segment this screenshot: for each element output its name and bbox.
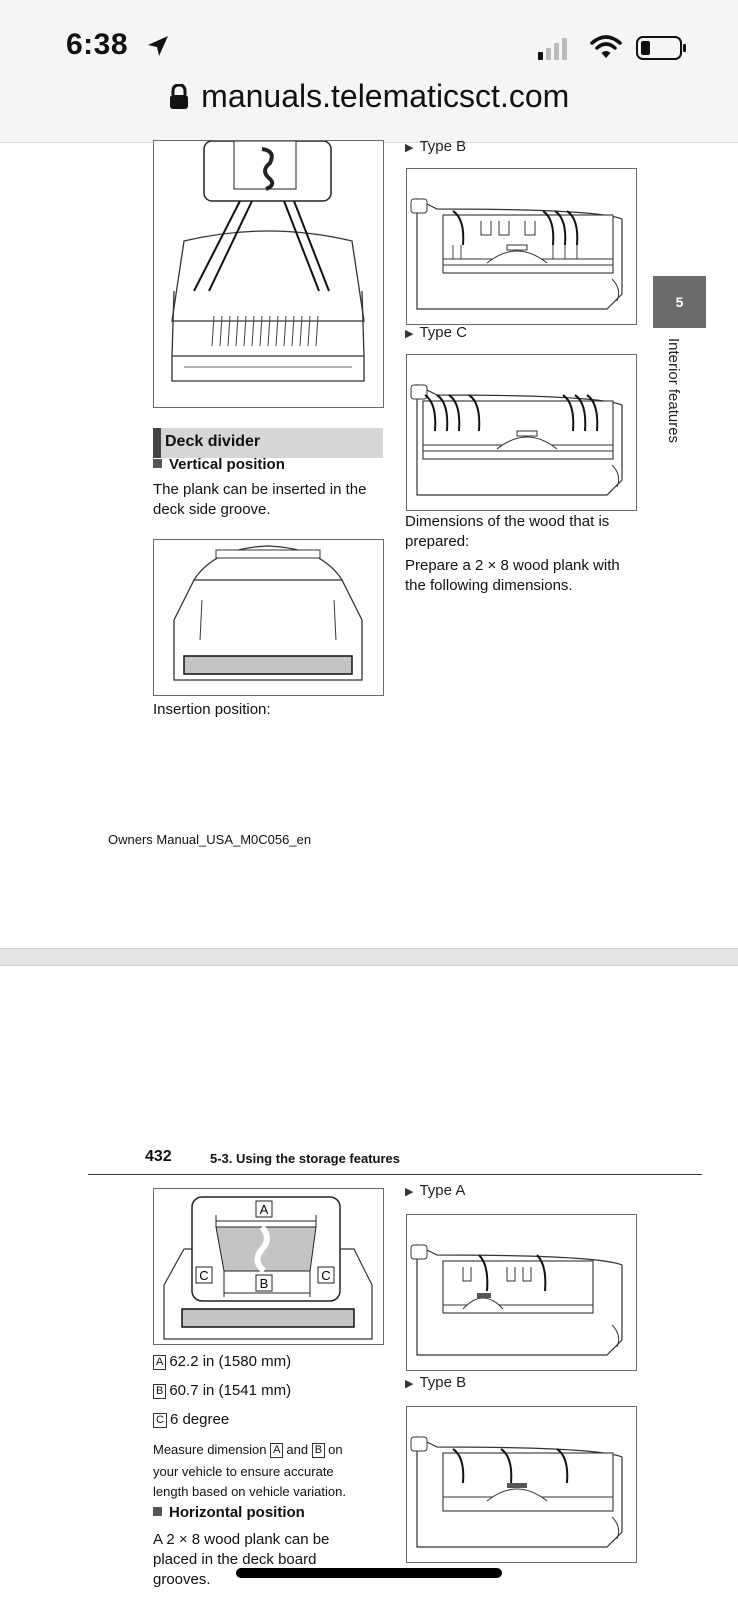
page-separator	[0, 948, 738, 966]
type-b-label-lower-text: Type B	[419, 1374, 467, 1391]
type-a-label	[405, 1182, 465, 1199]
figure-label-c-left: C	[199, 1268, 209, 1283]
measure-text-part-3: on	[328, 1442, 343, 1457]
cellular-signal-icon	[538, 38, 570, 60]
square-bullet-icon	[153, 1507, 162, 1516]
vertical-position-heading	[153, 456, 285, 473]
measure-letter-b: B	[312, 1443, 325, 1458]
measure-text-part-2: and	[286, 1442, 309, 1457]
horizontal-text-line-2: placed in the deck board	[153, 1551, 317, 1568]
dimensions-text-line-1: Dimensions of the wood that is	[405, 513, 610, 530]
measure-line-1	[153, 1440, 343, 1459]
vertical-description-line-2: deck side groove.	[153, 501, 271, 518]
triangle-bullet-icon: ▶	[405, 142, 414, 154]
insertion-caption: Insertion position:	[153, 701, 271, 718]
type-b-figure-lower	[406, 1406, 637, 1563]
type-c-label	[405, 324, 467, 341]
dimension-c	[153, 1410, 229, 1430]
section-title-deck-divider: Deck divider	[153, 428, 383, 458]
vertical-plank-figure	[153, 539, 384, 696]
dimension-b-letter: B	[153, 1384, 166, 1399]
horizontal-text-line-1: A 2 × 8 wood plank can be	[153, 1531, 330, 1548]
dimension-a	[153, 1352, 291, 1372]
dimension-c-value: 6 degree	[169, 1411, 230, 1428]
horizontal-position-heading	[153, 1504, 305, 1521]
horizontal-text-line-3: grooves.	[153, 1571, 211, 1588]
dimensions-text-line-2: prepared:	[405, 533, 470, 550]
dimension-b	[153, 1381, 291, 1401]
wifi-icon	[590, 34, 622, 60]
type-b-figure-upper	[406, 168, 637, 325]
dimension-c-letter: C	[153, 1413, 167, 1428]
status-time: 6:38	[66, 28, 129, 61]
measure-letter-a: A	[270, 1443, 283, 1458]
page-footer: Owners Manual_USA_M0C056_en	[108, 832, 312, 847]
address-bar[interactable]	[0, 78, 738, 115]
dimension-a-letter: A	[153, 1355, 166, 1370]
type-c-figure	[406, 354, 637, 511]
figure-label-a: A	[259, 1202, 269, 1217]
measure-text-part-1: Measure dimension	[153, 1442, 267, 1457]
type-c-label-text: Type C	[419, 324, 467, 341]
manual-page-lower	[0, 966, 738, 1598]
chapter-tab-label: Interior features	[665, 338, 682, 444]
plank-dimension-figure	[153, 1188, 384, 1345]
type-a-figure	[406, 1214, 637, 1371]
dimension-b-value: 60.7 in (1541 mm)	[169, 1382, 292, 1399]
triangle-bullet-icon: ▶	[405, 1186, 414, 1198]
horizontal-position-heading-text: Horizontal position	[169, 1504, 305, 1521]
type-a-label-text: Type A	[419, 1182, 466, 1199]
vertical-description-line-1: The plank can be inserted in the	[153, 481, 367, 498]
prepare-text-line-2: the following dimensions.	[405, 577, 573, 594]
measure-line-2: your vehicle to ensure accurate	[153, 1464, 334, 1479]
manual-page-upper	[0, 138, 738, 952]
prepare-text-line-1: Prepare a 2 × 8 wood plank with	[405, 557, 620, 574]
triangle-bullet-icon: ▶	[405, 328, 414, 340]
location-arrow-icon	[146, 34, 170, 58]
type-b-label-lower	[405, 1374, 466, 1391]
triangle-bullet-icon: ▶	[405, 1378, 414, 1390]
type-b-label-upper	[405, 138, 466, 155]
dimension-a-value: 62.2 in (1580 mm)	[169, 1353, 292, 1370]
chapter-tab[interactable]: 5	[653, 276, 706, 328]
figure-label-b: B	[259, 1276, 269, 1291]
lock-icon	[169, 84, 189, 110]
type-b-label-upper-text: Type B	[419, 138, 467, 155]
page-number: 432	[145, 1148, 172, 1165]
page-section-title: 5-3. Using the storage features	[210, 1151, 400, 1166]
battery-icon	[636, 35, 688, 61]
square-bullet-icon	[153, 459, 162, 468]
tie-down-figure	[153, 140, 384, 408]
header-rule	[88, 1174, 702, 1175]
browser-chrome	[0, 0, 738, 143]
vertical-position-heading-text: Vertical position	[169, 456, 285, 473]
home-indicator[interactable]	[236, 1568, 502, 1578]
measure-line-3: length based on vehicle variation.	[153, 1484, 346, 1499]
url-text: manuals.telematicsct.com	[201, 78, 570, 114]
figure-label-c-right: C	[321, 1268, 331, 1283]
